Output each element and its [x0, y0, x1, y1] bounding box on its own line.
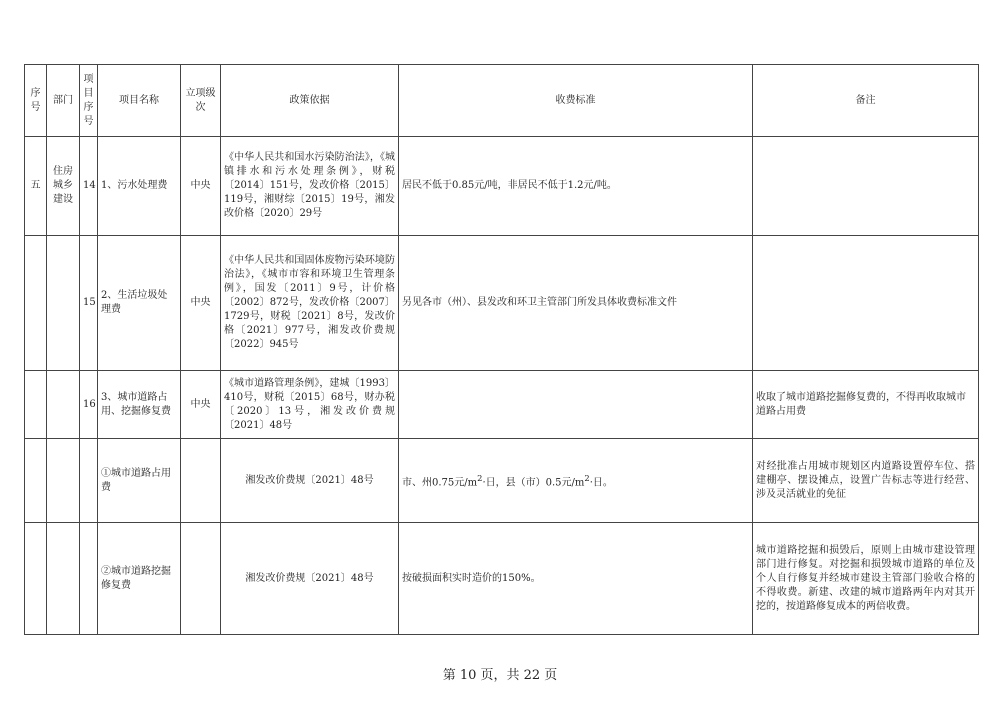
- cell-level: 中央: [181, 236, 221, 371]
- cell-seq: [25, 236, 47, 371]
- page-number: 第 10 页，共 22 页: [442, 668, 558, 683]
- cell-policy: 湘发改价费规〔2021〕48号: [221, 439, 399, 523]
- cell-policy: 《中华人民共和国固体废物污染环境防治法》，《城市市容和环境卫生管理条例》，国发〔2011〕9号，计价格〔2002〕872号，发改价格〔2007〕1729号，财税〔2021〕8号，发改价格〔2021〕977号，湘发改价费规〔2022〕945号: [221, 236, 399, 371]
- cell-item-seq: [80, 523, 98, 635]
- header-remark: 备注: [753, 65, 979, 137]
- cell-item-seq: 16: [80, 371, 98, 439]
- cell-remark: 收取了城市道路挖掘修复费的，不得再收取城市道路占用费: [753, 371, 979, 439]
- cell-standard: 按破损面积实时造价的150%。: [399, 523, 753, 635]
- table-row: [25, 371, 979, 439]
- cell-item-name: 2、生活垃圾处理费: [98, 236, 181, 371]
- cell-remark: 城市道路挖掘和损毁后，原则上由城市建设管理部门进行修复。对挖掘和损毁城市道路的单位及个人自行修复并经城市建设主管部门验收合格的不得收费。新建、改建的城市道路两年内对其开挖的，按道路修复成本的两倍收费。: [753, 523, 979, 635]
- cell-remark: [753, 236, 979, 371]
- standard-text-part: 市、州0.75元/m: [402, 477, 478, 489]
- cell-item-name: 3、城市道路占用、挖掘修复费: [98, 371, 181, 439]
- cell-policy: 《中华人民共和国水污染防治法》，《城镇排水和污水处理条例》，财税〔2014〕151号，发改价格〔2015〕119号，湘财综〔2015〕19号，湘发改价格〔2020〕29号: [221, 137, 399, 236]
- header-row: [25, 65, 979, 137]
- cell-item-seq: 15: [80, 236, 98, 371]
- standard-text-part: ·日，县（市）0.5元/m: [482, 477, 585, 489]
- table-row: [25, 439, 979, 523]
- cell-standard: [399, 371, 753, 439]
- table-row: [25, 236, 979, 371]
- cell-remark: [753, 137, 979, 236]
- cell-item-name: ②城市道路挖掘修复费: [98, 523, 181, 635]
- cell-policy: 湘发改价费规〔2021〕48号: [221, 523, 399, 635]
- cell-policy: 《城市道路管理条例》，建城〔1993〕410号，财税〔2015〕68号，财办税〔2020〕13号，湘发改价费规〔2021〕48号: [221, 371, 399, 439]
- cell-item-seq: [80, 439, 98, 523]
- header-policy: 政策依据: [221, 65, 399, 137]
- cell-level: [181, 439, 221, 523]
- cell-seq: [25, 439, 47, 523]
- header-level: 立项级次: [181, 65, 221, 137]
- cell-seq: [25, 371, 47, 439]
- table-row: [25, 137, 979, 236]
- cell-dept: 住房城乡建设: [47, 137, 80, 236]
- cell-standard: 居民不低于0.85元/吨，非居民不低于1.2元/吨。: [399, 137, 753, 236]
- cell-item-seq: 14: [80, 137, 98, 236]
- header-seq: 序号: [25, 65, 47, 137]
- superscript-2: 2: [584, 472, 590, 483]
- cell-level: 中央: [181, 371, 221, 439]
- cell-level: 中央: [181, 137, 221, 236]
- cell-dept: [47, 236, 80, 371]
- header-item-name: 项目名称: [98, 65, 181, 137]
- superscript-2: 2: [477, 472, 483, 483]
- header-dept: 部门: [47, 65, 80, 137]
- cell-dept: [47, 371, 80, 439]
- cell-standard: 另见各市（州）、县发改和环卫主管部门所发具体收费标准文件: [399, 236, 753, 371]
- cell-seq: [25, 523, 47, 635]
- cell-item-name: 1、污水处理费: [98, 137, 181, 236]
- cell-dept: [47, 439, 80, 523]
- cell-dept: [47, 523, 80, 635]
- cell-standard: [399, 439, 753, 523]
- table-row: [25, 523, 979, 635]
- header-item-seq: 项目序号: [80, 65, 98, 137]
- standard-text-part: ·日。: [589, 477, 613, 489]
- fee-table: [24, 64, 979, 635]
- header-standard: 收费标准: [399, 65, 753, 137]
- cell-seq: 五: [25, 137, 47, 236]
- cell-remark: 对经批准占用城市规划区内道路设置停车位、搭建棚亭、摆设摊点，设置广告标志等进行经营、涉及灵活就业的免征: [753, 439, 979, 523]
- cell-level: [181, 523, 221, 635]
- cell-item-name: ①城市道路占用费: [98, 439, 181, 523]
